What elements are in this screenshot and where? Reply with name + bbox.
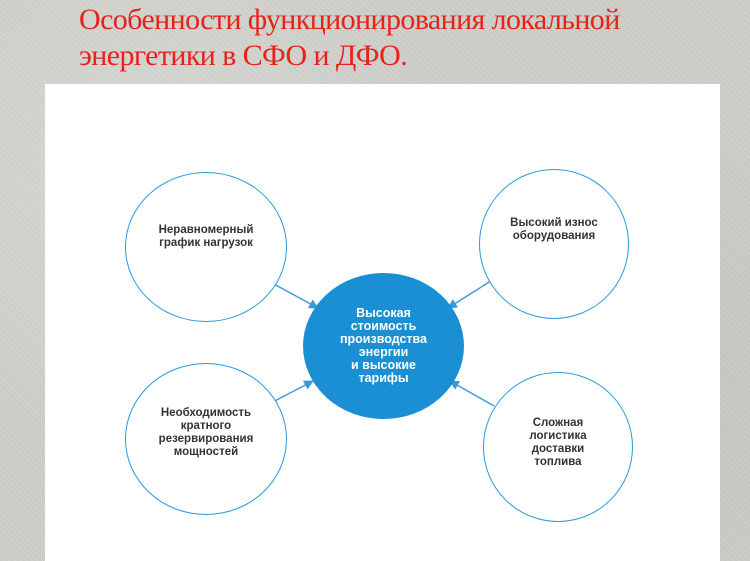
slide-title-line-2: энергетики в СФО и ДФО.	[79, 39, 408, 72]
node-reserve-capacity	[125, 363, 287, 515]
node-equipment-wear	[479, 169, 629, 319]
arrow-uneven-load	[272, 283, 318, 308]
node-center-label: Высокая стоимость производства энергии и высокие тарифы	[339, 306, 428, 385]
node-equipment-wear-label: Высокий износ оборудования	[510, 217, 598, 242]
node-fuel-logistics	[483, 372, 633, 522]
node-center-high-cost	[303, 273, 464, 419]
node-fuel-logistics-label: Сложная логистика доставки топлива	[529, 417, 587, 468]
node-uneven-load-label: Неравномерный график нагрузок	[158, 224, 254, 249]
node-uneven-load	[125, 172, 287, 322]
arrow-fuel-logistics	[450, 381, 494, 406]
node-reserve-capacity-label: Необходимость кратного резервирования мощностей	[158, 407, 254, 458]
diagram-panel	[45, 84, 720, 561]
slide-title-line-1: Особенности функционирования локальной	[79, 3, 620, 36]
arrow-equipment-wear	[448, 279, 494, 308]
slide-title	[79, 2, 620, 74]
